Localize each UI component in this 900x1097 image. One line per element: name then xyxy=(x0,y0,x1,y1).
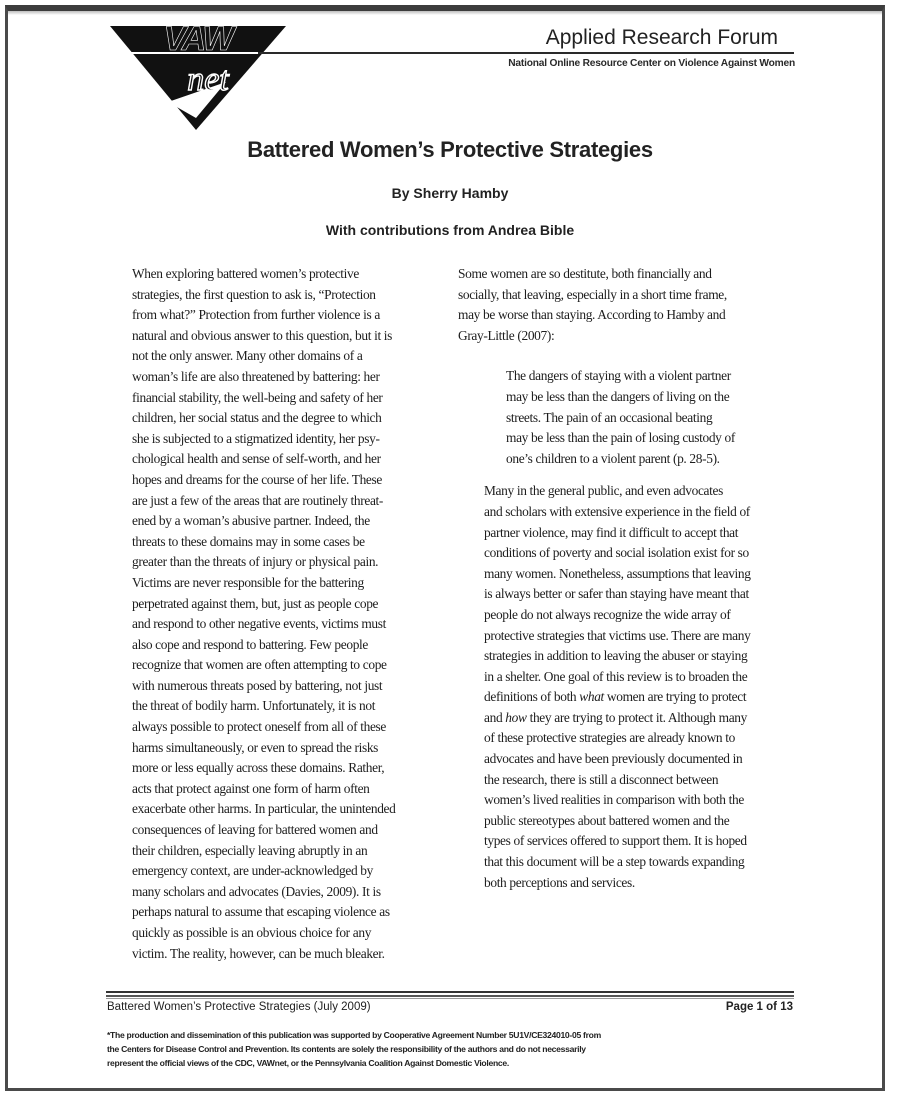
text-line: strategies, the first question to ask is, “Protection xyxy=(132,286,376,302)
text-line: their children, especially leaving abruptly in an xyxy=(132,842,368,858)
text-line: more or less equally across these domains. Rather, xyxy=(132,760,385,776)
text-line: emergency context, are under-acknowledged by xyxy=(132,863,373,879)
text-line: and how they are trying to protect it. Although many xyxy=(484,709,747,725)
text-line: women’s lived realities in comparison with both the xyxy=(484,792,744,808)
logo-vaw-text: VAW xyxy=(163,20,233,58)
footer-document-reference: Battered Women’s Protective Strategies (July 2009) xyxy=(107,1001,371,1013)
text-line: Gray-Little (2007): xyxy=(458,327,555,343)
block-quote xyxy=(506,366,798,469)
text-line: is always better or safer than staying have meant that xyxy=(484,586,749,602)
forum-title: Applied Research Forum xyxy=(545,26,778,49)
text-line: definitions of both what women are trying to protect xyxy=(484,689,747,705)
footer-rule xyxy=(106,998,794,999)
text-line: threats to these domains may in some cases be xyxy=(132,533,365,549)
text-line: The dangers of staying with a violent partner xyxy=(506,368,731,384)
text-line: Some women are so destitute, both financially and xyxy=(458,266,712,281)
text-line: represent the official views of the CDC, VAWnet, or the Pennsylvania Coalition Against Domestic Violence. xyxy=(107,1058,509,1068)
text-line: partner violence, may find it difficult to accept that xyxy=(484,524,739,540)
text-line: *The production and dissemination of this publication was supported by Cooperative Agreement Number 5U1V/CE324010-05 from xyxy=(107,1030,601,1040)
text-line: victim. The reality, however, can be much bleaker. xyxy=(132,945,385,961)
right-paragraph-1 xyxy=(458,264,798,346)
text-line: greater than the threats of injury or physical pain. xyxy=(132,554,379,570)
text-line: people do not always recognize the wide array of xyxy=(484,606,731,622)
text-line: and respond to other negative events, victims must xyxy=(132,616,386,632)
text-line: and scholars with extensive experience in the field of xyxy=(484,503,750,519)
text-line: that this document will be a step towards expanding xyxy=(484,854,745,870)
text-line: from what?” Protection from further violence is a xyxy=(132,307,380,323)
forum-subtitle: National Online Resource Center on Violence Against Women xyxy=(508,58,795,69)
header-rule xyxy=(258,52,794,54)
text-line: not the only answer. Many other domains of a xyxy=(132,348,363,364)
text-line: strategies in addition to leaving the abuser or staying xyxy=(484,648,748,664)
logo-net-text: net xyxy=(187,61,229,98)
text-line: socially, that leaving, especially in a short time frame, xyxy=(458,286,727,302)
text-line: hopes and dreams for the course of her life. These xyxy=(132,471,382,487)
text-line: acts that protect against one form of harm often xyxy=(132,780,370,796)
text-line: of these protective strategies are already known to xyxy=(484,730,735,746)
text-line: ened by a woman’s abusive partner. Indeed, the xyxy=(132,513,370,529)
right-column xyxy=(458,264,798,893)
emphasis-what: what xyxy=(579,689,604,705)
vawnet-logo xyxy=(108,14,288,132)
text-line: are just a few of the areas that are routinely threat- xyxy=(132,492,384,508)
text-line: always possible to protect oneself from all of these xyxy=(132,719,387,735)
text-line: exacerbate other harms. In particular, the unintended xyxy=(132,801,396,817)
contributions-line: With contributions from Andrea Bible xyxy=(325,222,575,238)
text-line: harms simultaneously, or even to spread the risks xyxy=(132,739,379,755)
text-line: protective strategies that victims use. There are many xyxy=(484,627,751,643)
text-line: public stereotypes about battered women and the xyxy=(484,812,730,828)
text-line: perpetrated against them, but, just as people cope xyxy=(132,595,379,611)
text-line: the research, there is still a disconnect between xyxy=(484,771,719,787)
text-line: may be less than the dangers of living on the xyxy=(506,388,730,404)
text-line: conditions of poverty and social isolation exist for so xyxy=(484,545,749,561)
left-paragraph-1 xyxy=(106,264,446,573)
text-line: perhaps natural to assume that escaping violence as xyxy=(132,904,390,920)
page-number: Page 1 of 13 xyxy=(725,1001,793,1013)
text-line: the Centers for Disease Control and Prevention. Its contents are solely the responsibility of the authors and do not necessarily xyxy=(107,1044,586,1054)
text-line: advocates and have been previously documented in xyxy=(484,751,743,767)
emphasis-how: how xyxy=(505,709,527,725)
text-line: consequences of leaving for battered women and xyxy=(132,822,378,838)
text-line: natural and obvious answer to this question, but it is xyxy=(132,327,393,343)
text-line: Victims are never responsible for the battering xyxy=(132,574,364,590)
footer-rule xyxy=(106,991,794,993)
author-byline: By Sherry Hamby xyxy=(391,185,509,201)
footer-rule xyxy=(106,995,794,997)
text-line: Many in the general public, and even advocates xyxy=(484,483,723,499)
text-line: both perceptions and services. xyxy=(484,874,635,890)
text-line: children, her social status and the degree to which xyxy=(132,410,382,426)
text-line: may be less than the pain of losing custody of xyxy=(506,430,735,446)
text-line: also cope and respond to battering. Few people xyxy=(132,636,369,652)
text-line: with numerous threats posed by battering, not just xyxy=(132,677,383,693)
right-paragraph-2 xyxy=(458,481,798,893)
text-line: woman’s life are also threatened by battering: her xyxy=(132,368,380,384)
text-line: quickly as possible is an obvious choice for any xyxy=(132,925,372,940)
text-line: one’s children to a violent parent (p. 28-5). xyxy=(506,450,720,466)
left-paragraph-2 xyxy=(106,573,446,964)
funding-disclaimer xyxy=(107,1028,807,1070)
text-line: chological health and sense of self-worth, and her xyxy=(132,451,381,467)
text-line: recognize that women are often attempting to cope xyxy=(132,657,387,673)
text-line: may be worse than staying. According to Hamby and xyxy=(458,307,726,323)
text-line: financial stability, the well-being and safety of her xyxy=(132,389,383,405)
document-title: Battered Women’s Protective Strategies xyxy=(247,137,653,162)
text-line: many scholars and advocates (Davies, 2009). It is xyxy=(132,883,381,899)
text-line: many women. Nonetheless, assumptions that leaving xyxy=(484,565,751,581)
text-line: the threat of bodily harm. Unfortunately, it is not xyxy=(132,698,376,714)
text-line: streets. The pain of an occasional beating xyxy=(506,409,713,425)
text-line: in a shelter. One goal of this review is to broaden the xyxy=(484,668,748,684)
text-line: types of services offered to support them. It is hoped xyxy=(484,833,747,849)
text-line: When exploring battered women’s protective xyxy=(132,266,359,281)
text-line: she is subjected to a stigmatized identity, her psy- xyxy=(132,430,380,446)
left-column xyxy=(106,264,446,964)
